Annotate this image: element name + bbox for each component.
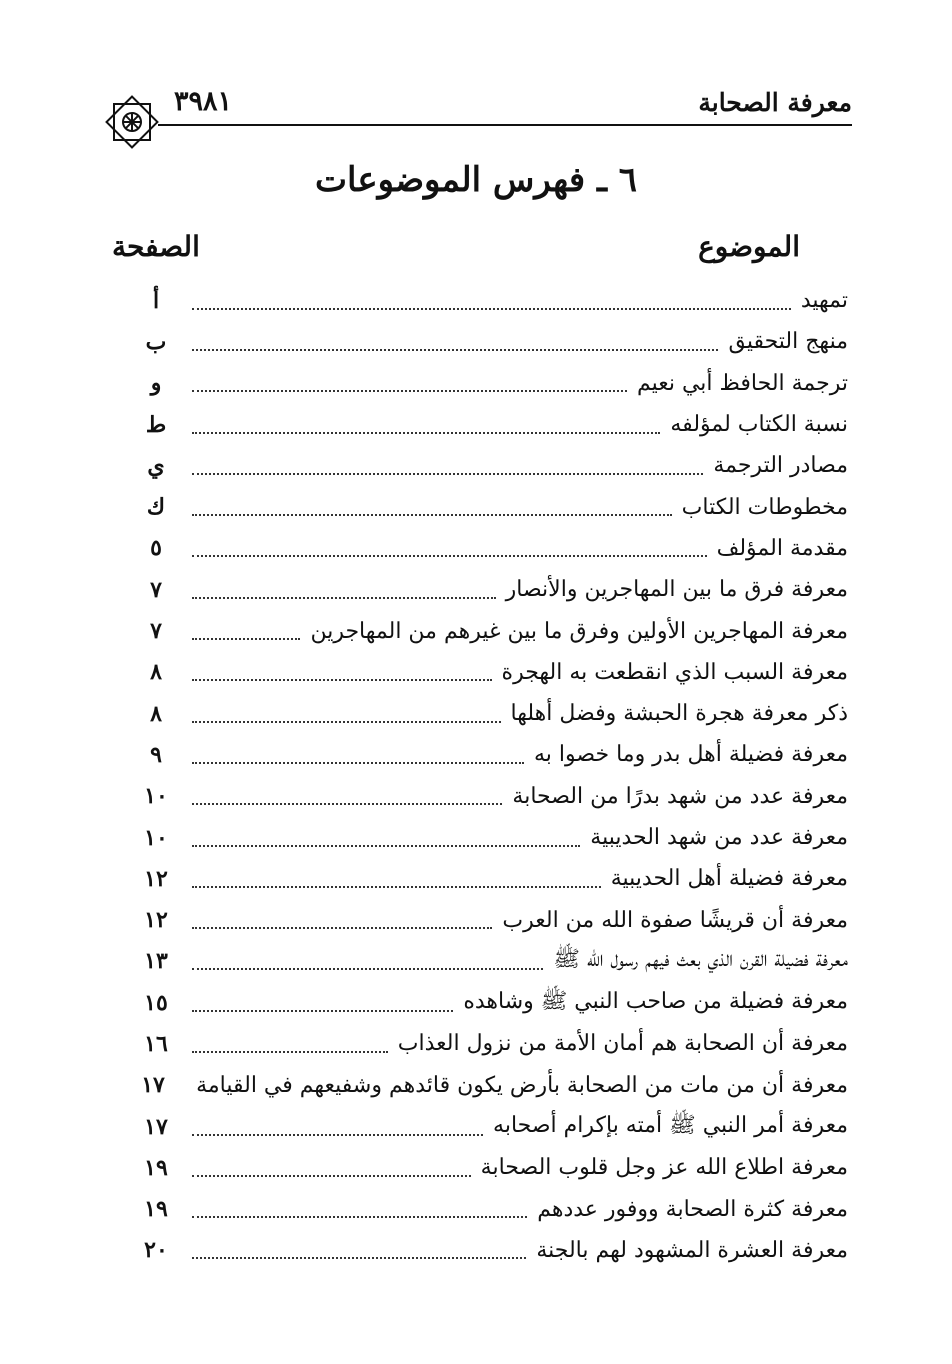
toc-entry-title: معرفة فرق ما بين المهاجرين والأنصار — [505, 577, 848, 603]
leader-dots — [192, 1257, 526, 1259]
toc-entry — [126, 321, 848, 362]
toc-entry-page: ٧ — [150, 618, 162, 645]
leader-dots — [192, 349, 718, 351]
toc-entry-title: معرفة عدد من شهد الحديبية — [590, 825, 848, 850]
toc-entry — [126, 1023, 848, 1064]
leader-dots — [192, 514, 672, 516]
toc-entry — [126, 652, 848, 693]
leader-dots — [192, 1010, 453, 1012]
toc-entry-title: معرفة أمر النبي ﷺ أمته بإكرام أصحابه — [493, 1112, 848, 1138]
page-number: ٣٩٨١ — [174, 86, 233, 117]
toc-entry-title: معرفة العشرة المشهود لهم بالجنة — [536, 1237, 848, 1263]
toc-entry-page: ٧ — [150, 576, 162, 603]
toc-entry — [126, 693, 848, 734]
toc-entry-title: معرفة اطلاع الله عز وجل قلوب الصحابة — [480, 1155, 848, 1181]
toc-entry-title: معرفة أن قريشًا صفوة الله من العرب — [502, 907, 848, 933]
leader-dots — [192, 390, 627, 392]
toc-entry — [126, 1189, 848, 1230]
toc-entry-page: ٨ — [150, 659, 162, 686]
toc-entry-title: معرفة فضيلة من صاحب النبي ﷺ وشاهده — [463, 988, 848, 1014]
toc-entry — [126, 1065, 848, 1106]
toc-entry-page: ٥ — [150, 535, 162, 562]
toc-entry — [126, 1106, 848, 1147]
toc-entry-page: ط — [145, 411, 167, 438]
toc-entry — [126, 734, 848, 775]
toc-entry-title: معرفة فضيلة أهل بدر وما خصوا به — [534, 742, 848, 768]
running-title: معرفة الصحابة — [698, 88, 852, 117]
toc-entry-title: معرفة فضيلة القرن الذي بعث فيهم رسول الله ﷺ — [553, 947, 848, 973]
leader-dots — [192, 432, 660, 434]
column-header-page: الصفحة — [112, 230, 200, 263]
toc-entry-title: مقدمة المؤلف — [716, 535, 848, 561]
toc-entry-title: منهج التحقيق — [728, 329, 848, 355]
toc-entry-title: معرفة كثرة الصحابة ووفور عددهم — [537, 1196, 848, 1222]
toc-entry-title: معرفة فضيلة أهل الحديبية — [610, 866, 848, 892]
toc-entry-page: ك — [146, 494, 166, 521]
toc-entry-page: ١٧ — [141, 1072, 165, 1099]
toc-entry — [126, 569, 848, 610]
leader-dots — [192, 679, 492, 681]
toc-entry-page: ١٩ — [144, 1154, 168, 1181]
leader-dots — [192, 555, 707, 557]
toc-entry — [126, 280, 848, 321]
toc-entry — [126, 817, 848, 858]
leader-dots — [192, 886, 601, 888]
toc-entry-title: ذكر معرفة هجرة الحبشة وفضل أهلها — [510, 701, 848, 727]
toc-entry-page: ٢٠ — [144, 1237, 168, 1264]
toc-entry-page: ي — [147, 452, 165, 479]
leader-dots — [192, 473, 703, 475]
toc-entry-page: ب — [145, 328, 167, 355]
toc-entry-page: و — [150, 370, 162, 397]
leader-dots — [192, 638, 300, 640]
toc-entry-title: ترجمة الحافظ أبي نعيم — [636, 370, 848, 396]
toc-entry-page: ١٢ — [144, 907, 168, 934]
toc-entry-title: معرفة أن الصحابة هم أمان الأمة من نزول العذاب — [397, 1031, 848, 1057]
toc-entry — [126, 486, 848, 527]
toc-entry-page: ١٩ — [144, 1196, 168, 1223]
toc-entry-page: ١٢ — [144, 865, 168, 892]
toc-entry — [126, 445, 848, 486]
column-header-topic: الموضوع — [698, 230, 800, 263]
toc-entry-page: ١٥ — [144, 989, 168, 1016]
toc-entry-title: معرفة عدد من شهد بدرًا من الصحابة — [512, 783, 848, 809]
toc-entry-page: أ — [152, 287, 160, 314]
header-rule — [158, 124, 852, 126]
leader-dots — [192, 721, 501, 723]
toc-entry — [126, 363, 848, 404]
toc-entry — [126, 776, 848, 817]
toc-entry — [126, 941, 848, 982]
toc-entry-page: ١٠ — [144, 783, 168, 810]
leader-dots — [192, 1216, 527, 1218]
toc-entry-title: معرفة أن من مات من الصحابة بأرض يكون قائدهم وشفيعهم في القيامة — [196, 1072, 848, 1098]
toc-entry — [126, 899, 848, 940]
toc-entry-page: ٩ — [150, 741, 162, 768]
section-title: ٦ ـ فهرس الموضوعات — [314, 160, 638, 200]
star-ornament-icon — [100, 90, 164, 154]
toc-entry-page: ١٠ — [144, 824, 168, 851]
toc-entry — [126, 528, 848, 569]
toc-entry — [126, 610, 848, 651]
toc-entry — [126, 404, 848, 445]
toc-entry — [126, 858, 848, 899]
toc-entry-title: تمهيد — [800, 288, 848, 314]
leader-dots — [192, 803, 502, 805]
toc-entry-title: معرفة السبب الذي انقطعت به الهجرة — [501, 659, 848, 685]
toc-entry-page: ١٧ — [144, 1113, 168, 1140]
leader-dots — [192, 1051, 388, 1053]
toc-list — [126, 280, 848, 1271]
leader-dots — [192, 762, 524, 764]
leader-dots — [192, 308, 791, 310]
leader-dots — [192, 1175, 471, 1177]
toc-entry-page: ١٦ — [144, 1030, 168, 1057]
toc-entry — [126, 982, 848, 1023]
toc-entry — [126, 1230, 848, 1271]
toc-entry — [126, 1147, 848, 1188]
toc-entry-title: مصادر الترجمة — [713, 453, 848, 479]
toc-entry-page: ٨ — [150, 700, 162, 727]
toc-entry-title: نسبة الكتاب لمؤلفه — [670, 412, 848, 438]
leader-dots — [192, 597, 496, 599]
leader-dots — [192, 968, 543, 970]
leader-dots — [192, 1134, 483, 1136]
toc-entry-title: معرفة المهاجرين الأولين وفرق ما بين غيرهم من المهاجرين — [310, 618, 848, 644]
toc-entry-title: مخطوطات الكتاب — [681, 494, 848, 520]
toc-entry-page: ١٣ — [144, 948, 168, 975]
page-header — [100, 80, 852, 140]
leader-dots — [192, 927, 492, 929]
leader-dots — [192, 845, 580, 847]
